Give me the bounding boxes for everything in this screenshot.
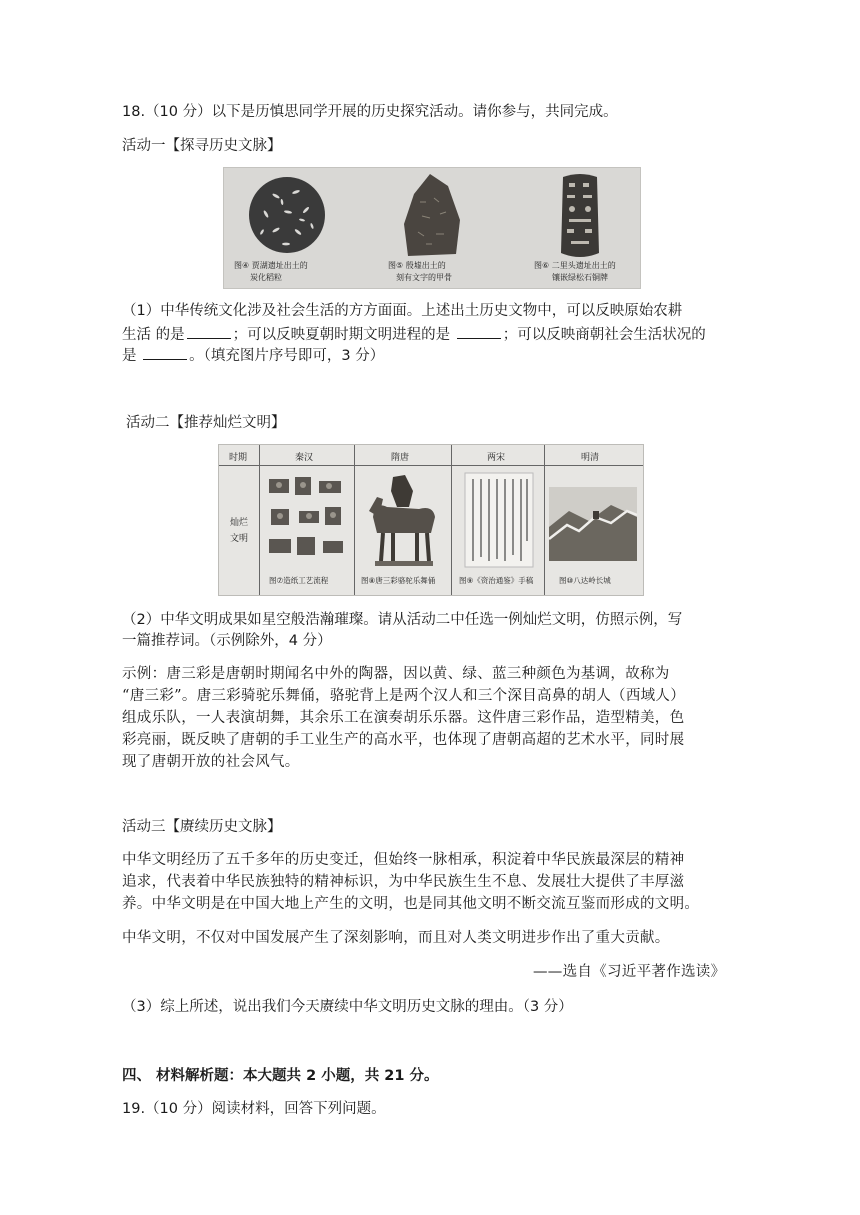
q1-line2 [122,324,706,344]
activity3-title: 活动三【赓续历史文脉】 [122,819,282,835]
activity2-table-figure [218,444,644,596]
fig9-caption: 图⑨《资治通鉴》手稿 [459,576,534,585]
table-header-liangsong: 两宋 [487,453,506,463]
fig10-caption: 图⑩八达岭长城 [559,576,611,585]
table-header-suitang: 隋唐 [391,453,410,463]
table-row-label-2: 文明 [230,534,249,544]
q19-header: 19.（10 分）阅读材料，回答下列问题。 [122,1101,386,1117]
table-header-mingqing: 明清 [581,453,600,463]
section4-title: 四、 材料解析题：本大题共 2 小题，共 21 分。 [122,1068,439,1084]
tang-sancai-camel-image [363,471,443,571]
table-header-period: 时期 [229,453,248,463]
q1-line2-c: ；可以反映商朝社会生活状况的 [502,327,706,343]
activity1-figure [223,167,641,289]
table-header-qinhan: 秦汉 [295,453,314,463]
example-line-3: 组成乐队，一人表演胡舞，其余乐工在演奏胡乐乐器。这件唐三彩作品，造型精美，色 [122,710,685,726]
q3-text: （3）综上所述，说出我们今天赓续中华文明历史文脉的理由。（3 分） [122,999,573,1015]
fig7-caption: 图⑦造纸工艺流程 [269,576,329,585]
q1-line1: （1）中华传统文化涉及社会生活的方方面面。上述出土历史文物中，可以反映原始农耕 [122,303,683,319]
fig5-caption-1: 图⑤ 殷墟出土的 [388,261,446,270]
passage-line-4: 中华文明，不仅对中国发展产生了深刻影响，而且对人类文明进步作出了重大贡献。 [122,930,670,946]
passage-line-3: 养。中华文明是在中国大地上产生的文明，也是同其他文明不断交流互鉴而形成的文明。 [122,896,700,912]
answer-blank-3[interactable] [143,345,187,360]
q18-header: 18.（10 分）以下是历慎思同学开展的历史探究活动。请你参与，共同完成。 [122,104,618,120]
passage-source: ——选自《习近平著作选读》 [533,964,726,980]
great-wall-image [549,487,637,561]
rice-grains-image [246,174,328,256]
example-line-5: 现了唐朝开放的社会风气。 [122,754,300,770]
q1-line2-b: ；可以反映夏朝时期文明进程的是 [232,327,455,343]
passage-line-2: 追求，代表着中华民族独特的精神标识，为中华民族生生不息、发展壮大提供了丰厚滋 [122,874,685,890]
manuscript-image [463,471,535,569]
fig6-caption-1: 图⑥ 二里头遗址出土的 [534,261,616,270]
fig4-caption-1: 图④ 贾湖遗址出土的 [234,261,308,270]
passage-line-1: 中华文明经历了五千多年的历史变迁，但始终一脉相承，积淀着中华民族最深层的精神 [122,852,685,868]
activity1-title: 活动一【探寻历史文脉】 [122,138,282,154]
q2-line1: （2）中华文明成果如星空般浩瀚璀璨。请从活动二中任选一例灿烂文明，仿照示例，写 [122,612,683,628]
example-line-2: “唐三彩”。唐三彩骑驼乐舞俑，骆驼背上是两个汉人和三个深目高鼻的胡人（西域人） [122,688,686,704]
answer-blank-1[interactable] [187,324,231,339]
q1-line3 [122,345,384,365]
oracle-bone-image [400,172,464,258]
q1-line2-a: 生活 的是 [122,327,185,343]
fig4-caption-2: 炭化稻粒 [250,273,282,282]
table-row-label-1: 灿烂 [230,518,249,528]
fig8-caption: 图⑧唐三彩骆驼乐舞俑 [361,576,436,585]
q2-line2: 一篇推荐词。（示例除外，4 分） [122,633,332,649]
q1-line3-b: 。（填充图片序号即可，3 分） [189,348,385,364]
activity2-title: 活动二【推荐灿烂文明】 [126,415,286,431]
bronze-plaque-image [557,171,603,261]
answer-blank-2[interactable] [457,324,501,339]
fig5-caption-2: 刻有文字的甲骨 [396,273,452,282]
q1-line3-a: 是 [122,348,142,364]
example-line-1: 示例：唐三彩是唐朝时期闻名中外的陶器，因以黄、绿、蓝三种颜色为基调，故称为 [122,666,670,682]
fig6-caption-2: 镶嵌绿松石铜牌 [552,273,608,282]
papermaking-image [265,473,349,569]
example-line-4: 彩亮丽，既反映了唐朝的手工业生产的高水平，也体现了唐朝高超的艺术水平，同时展 [122,732,685,748]
